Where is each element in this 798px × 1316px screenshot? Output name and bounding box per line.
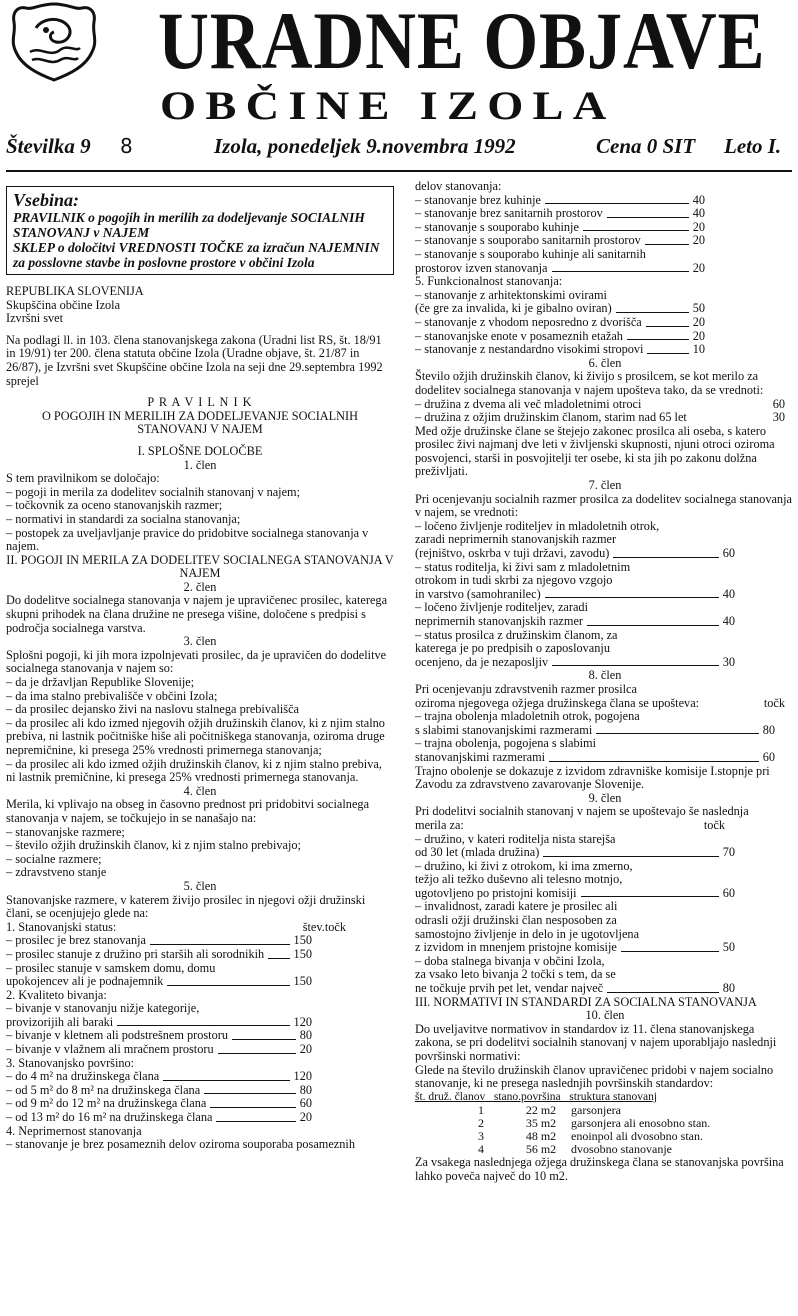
score-value: 150 bbox=[293, 974, 312, 989]
score-value: 60 bbox=[762, 749, 775, 764]
score-header-row bbox=[415, 819, 725, 833]
score-row bbox=[415, 941, 735, 955]
article-text: – postopek za uveljavljanje pravice do pridobitve socialnega stanovanja v najem. bbox=[6, 525, 369, 554]
coat-of-arms-icon bbox=[6, 0, 102, 82]
article-text: – normativi in standardi za socialna stanovanja; bbox=[6, 511, 241, 526]
table-cell: enoinpol ali dvosobno stan. bbox=[571, 1129, 703, 1144]
leader-line bbox=[163, 1080, 289, 1081]
article-text: Trajno obolenje se dokazuje z izvidom zdravniške komisije I.stopnje pri Zavodu za zdravstveno zavarovanje Slovenije. bbox=[415, 763, 770, 792]
article-text: – stanovanjske razmere; bbox=[6, 824, 125, 839]
area-score-list bbox=[6, 1070, 394, 1124]
score-label: z izvidom in mnenjem pristojne komisije bbox=[415, 941, 617, 955]
score-value: 20 bbox=[692, 314, 705, 329]
score-row bbox=[415, 207, 705, 221]
health-score-list bbox=[415, 710, 795, 764]
score-label: – trajna obolenja mladoletnih otrok, pogojena bbox=[415, 710, 640, 724]
score-label: ugotovljeno po pristojni komisiji bbox=[415, 886, 577, 900]
article-text: oziroma njegovega ožjega družinskega člana se upošteva: bbox=[415, 695, 700, 710]
score-header-row bbox=[6, 921, 346, 935]
score-label: samostojno življenje in delo in je ugotovljena bbox=[415, 927, 640, 941]
score-label: – od 5 m² do 8 m² na družinskega člana bbox=[6, 1083, 201, 1097]
score-label: – stanovanje z arhitektonskimi ovirami bbox=[415, 288, 607, 302]
standards-table bbox=[451, 1104, 795, 1156]
score-label: in varstvo (samohranilec) bbox=[415, 587, 541, 601]
score-label: (rejništvo, oskrba v tuji državi, zavodu) bbox=[415, 547, 610, 561]
score-value: 20 bbox=[692, 260, 705, 275]
score-row bbox=[415, 574, 735, 588]
leader-line bbox=[647, 353, 688, 354]
score-row bbox=[415, 900, 735, 914]
score-label: – družino, v kateri roditelja nista starejša bbox=[415, 832, 616, 846]
score-value: 40 bbox=[722, 614, 735, 628]
score-label: od 30 let (mlada družina) bbox=[415, 846, 540, 860]
article-heading: 4. člen bbox=[183, 783, 217, 798]
score-value: 40 bbox=[692, 192, 705, 207]
score-row bbox=[6, 1097, 312, 1111]
score-row bbox=[415, 248, 705, 262]
score-label: – prosilec stanuje v samskem domu, domu bbox=[6, 961, 216, 975]
score-row bbox=[6, 962, 312, 976]
leader-line bbox=[204, 1093, 296, 1094]
score-row bbox=[415, 411, 785, 425]
score-row bbox=[415, 955, 735, 969]
article-heading: 6. člen bbox=[588, 355, 622, 370]
table-cell: 56 m2 bbox=[525, 1142, 557, 1157]
document-title: P R A V I L N I K bbox=[147, 395, 253, 410]
list-heading: 2. Kvaliteto bivanja: bbox=[6, 987, 107, 1002]
score-row bbox=[415, 561, 735, 575]
score-value: 20 bbox=[299, 1042, 312, 1057]
score-label: – invalidnost, zaradi katere je prosilec ali bbox=[415, 900, 618, 914]
article-heading: 5. člen bbox=[183, 878, 217, 893]
score-label: otrokom in tudi skrbi za njegovo vzgojo bbox=[415, 574, 613, 588]
score-row bbox=[415, 928, 735, 942]
score-row bbox=[6, 1084, 312, 1098]
leader-line bbox=[607, 217, 689, 218]
quality-score-list bbox=[6, 1002, 394, 1056]
score-value: 10 bbox=[692, 342, 705, 357]
score-row bbox=[415, 601, 735, 615]
article-text: Pri ocenjevanju socialnih razmer prosilca za dodelitev socialnega stanovanja v najem, se vrednoti: bbox=[415, 491, 792, 520]
score-label: – stanovanje s souporabo kuhinje bbox=[415, 220, 579, 234]
article-heading: 9. člen bbox=[588, 790, 622, 805]
issuer-line: Skupščina občine Izola bbox=[6, 297, 121, 312]
article-text: – število ožjih družinskih članov, ki z njim stalno prebivajo; bbox=[6, 838, 301, 853]
score-row bbox=[6, 1111, 312, 1125]
leader-line bbox=[616, 312, 689, 313]
score-value: 60 bbox=[722, 885, 735, 900]
left-column bbox=[6, 180, 394, 1152]
score-row bbox=[415, 302, 705, 316]
contents-box bbox=[6, 186, 394, 275]
leader-line bbox=[543, 856, 718, 857]
section-heading: III. NORMATIVI IN STANDARDI ZA SOCIALNA STANOVANJA bbox=[415, 994, 757, 1009]
score-row bbox=[415, 289, 705, 303]
score-row bbox=[415, 737, 775, 751]
article-text: – da prosilec ali kdo izmed ožjih družinskih članov, ki z njim stalno prebiva, ni lastnik premičnine, ki presega 25% vrednosti primernega stanovanja. bbox=[6, 756, 382, 785]
list-heading: 1. Stanovanjski status: bbox=[6, 919, 117, 934]
score-label: – družina z dvema ali več mladoletnimi otroci bbox=[415, 397, 642, 411]
score-row bbox=[415, 751, 775, 765]
document-subtitle: O POGOJIH IN MERILIH ZA DODELJEVANJE SOCIALNIH STANOVANJ V NAJEM bbox=[41, 408, 359, 437]
score-label: – družina z ožjim družinskim članom, starim nad 65 let bbox=[415, 411, 687, 425]
article-text: delov stanovanja: bbox=[415, 179, 502, 193]
score-row bbox=[6, 1029, 312, 1043]
article-text: Za vsakega naslednjega ožjega družinskega člana se stanovanjska površina lahko poveča največ do 10 m2. bbox=[415, 1155, 784, 1183]
score-row bbox=[415, 710, 775, 724]
article-text: Stanovanjske razmere, v katerem živijo prosilec in njegovi ožji družinski člani, se ocenjujejo glede na: bbox=[6, 892, 366, 921]
score-row bbox=[415, 330, 705, 344]
score-label: provizorijih ali baraki bbox=[6, 1015, 114, 1029]
score-row bbox=[415, 234, 705, 248]
score-value: 150 bbox=[293, 933, 312, 948]
article-text: Do dodelitve socialnega stanovanja v najem je upravičenec prosilec, katerega skupni prihodek na člana družine ne presega višine, določene s predpisi s področja socialnega varstva. bbox=[6, 593, 388, 635]
score-label: – doba stalnega bivanja v občini Izola, bbox=[415, 954, 605, 968]
score-label: – prosilec je brez stanovanja bbox=[6, 934, 146, 948]
contents-item: SKLEP o določitvi VREDNOSTI TOČKE za izračun NAJEMNIN za posslovne stavbe in poslovne prostore v občini Izola bbox=[13, 240, 380, 270]
score-value: 70 bbox=[722, 845, 735, 860]
table-cell: 2 bbox=[478, 1116, 484, 1131]
list-heading: 5. Funkcionalnost stanovanja: bbox=[415, 274, 563, 289]
score-value: 20 bbox=[692, 233, 705, 248]
score-value: 60 bbox=[299, 1096, 312, 1111]
score-label: neprimernih stanovanjskih razmer bbox=[415, 615, 584, 628]
score-value: 20 bbox=[692, 219, 705, 234]
article-text: – socialne razmere; bbox=[6, 851, 102, 866]
article-text: Glede na število družinskih članov upravičenec pridobi v najem socialno stanovanje, ki ne presega naslednjih površinskih standardov: bbox=[415, 1062, 774, 1091]
score-value: 80 bbox=[722, 981, 735, 996]
score-label: – stanovanje s souporabo sanitarnih prostorov bbox=[415, 234, 641, 248]
score-label: – stanovanje brez sanitarnih prostorov bbox=[415, 207, 603, 221]
article-heading: 1. člen bbox=[183, 457, 217, 472]
score-value: 120 bbox=[293, 1014, 312, 1029]
score-row bbox=[415, 642, 735, 656]
leader-line bbox=[581, 896, 719, 897]
score-label: – stanovanje brez kuhinje bbox=[415, 193, 542, 207]
article-text: S tem pravilnikom se določajo: bbox=[6, 471, 160, 486]
score-row bbox=[6, 948, 312, 962]
article-text: Pri ocenjevanju zdravstvenih razmer prosilca bbox=[415, 681, 637, 696]
score-label: – družino, ki živi z otrokom, ki ima zmerno, bbox=[415, 859, 633, 873]
score-row bbox=[415, 968, 735, 982]
score-column-label: točk bbox=[763, 695, 785, 710]
table-cell: 48 m2 bbox=[525, 1129, 557, 1144]
score-row bbox=[415, 629, 735, 643]
header-rule bbox=[6, 170, 792, 172]
score-value: 40 bbox=[722, 586, 735, 601]
score-value: 20 bbox=[299, 1110, 312, 1125]
score-value: 50 bbox=[692, 301, 705, 316]
article-text: Splošni pogoji, ki jih mora izpolnjevati prosilec, da je upravičen do dodelitve socialnega stanovanja v najem so: bbox=[6, 647, 387, 676]
contents-item: PRAVILNIK o pogojih in merilih za dodeljevanje SOCIALNIH STANOVANJ v NAJEM bbox=[13, 210, 365, 240]
leader-line bbox=[268, 958, 289, 959]
article-text: Pri dodelitvi socialnih stanovanj v najem se upoštevajo še naslednja bbox=[415, 804, 749, 819]
article-text: – pogoji in merila za dodelitev socialnih stanovanj v najem; bbox=[6, 484, 301, 499]
issue-handwritten-number: 8 bbox=[120, 134, 133, 158]
table-cell: garsonjera bbox=[571, 1103, 621, 1118]
section-heading: I. SPLOŠNE DOLOČBE bbox=[137, 443, 263, 458]
score-label: upokojencev ali je podnajemnik bbox=[6, 975, 164, 989]
score-row bbox=[415, 615, 735, 629]
right-column bbox=[415, 180, 795, 1184]
score-value: 120 bbox=[293, 1069, 312, 1084]
article-text: Med ožje družinske člane se štejejo zakonec prosilca ali oseba, s katero prosilec živi najmanj dve leti v življenski skupnosti, njuni otroci oziroma posvojenci, starši in posvojitelji ter osebe, ki sta jih po zakonu dolžna preživljati. bbox=[415, 423, 775, 479]
article-text: Merila, ki vplivajo na obseg in časovno prednost pri pridobitvi socialnega stanovanja v najem, se točkujejo in se nanašajo na: bbox=[6, 797, 370, 825]
score-row bbox=[415, 846, 735, 860]
score-label: – stanovanjske enote v posameznih etažah bbox=[415, 329, 623, 343]
score-column-label: točk bbox=[703, 817, 725, 832]
article-heading: 2. člen bbox=[183, 579, 217, 594]
issuer-line: REPUBLIKA SLOVENIJA bbox=[6, 284, 144, 298]
score-header-row bbox=[415, 697, 785, 711]
score-row bbox=[415, 860, 735, 874]
leader-line bbox=[587, 625, 719, 626]
score-value: 60 bbox=[772, 396, 785, 411]
leader-line bbox=[552, 271, 689, 272]
table-cell: 4 bbox=[478, 1142, 484, 1157]
score-row bbox=[6, 1070, 312, 1084]
score-label: – stanovanje z nestandardno visokimi stropovi bbox=[415, 343, 644, 357]
score-label: – stanovanje z vhodom neposredno z dvorišča bbox=[415, 315, 642, 329]
leader-line bbox=[545, 597, 719, 598]
score-row bbox=[415, 194, 705, 208]
list-heading: 3. Stanovanjsko površino: bbox=[6, 1055, 135, 1070]
score-row bbox=[415, 588, 735, 602]
score-label: odrasli ožji družinski član nesposoben za bbox=[415, 914, 617, 928]
family-score-list bbox=[415, 398, 795, 425]
score-row bbox=[415, 833, 735, 847]
score-value: 30 bbox=[722, 654, 735, 669]
score-row bbox=[415, 873, 735, 887]
newspaper-title: URADNE OBJAVE bbox=[158, 0, 766, 86]
score-column-label: štev.točk bbox=[302, 919, 346, 934]
leader-line bbox=[117, 1025, 289, 1026]
leader-line bbox=[621, 951, 719, 952]
issue-number: Številka 9 bbox=[6, 134, 91, 158]
score-row bbox=[415, 316, 705, 330]
section-heading: II. POGOJI IN MERILA ZA DODELITEV SOCIALNEGA STANOVANJA V NAJEM bbox=[6, 552, 394, 581]
article-text: – da ima stalno prebivališče v občini Izola; bbox=[6, 688, 218, 703]
score-label: ne točkuje prvih pet let, vendar največ bbox=[415, 982, 604, 996]
article-text: – zdravstveno stanje bbox=[6, 865, 107, 880]
score-label: – do 4 m² na družinskega člana bbox=[6, 1070, 160, 1084]
score-row bbox=[415, 914, 735, 928]
article-text: Število ožjih družinskih članov, ki živijo s prosilcem, se kot merilo za dodelitev socialnega stanovanja v najem upošteva tako, da se vrednoti: bbox=[415, 369, 764, 397]
score-label: – trajna obolenja, pogojena s slabimi bbox=[415, 737, 596, 751]
article-text: – da prosilec ali kdo izmed njegovih ožjih družinskih članov, ki z njim stalno prebiva, ni lastnik počitniške hiše ali počitniškega stanovanja, oziroma druge nepremičnine, ki presega 25% vrednosti primernega stanovanja; bbox=[6, 715, 385, 757]
score-value: 50 bbox=[722, 940, 735, 955]
score-row bbox=[415, 520, 735, 534]
score-row bbox=[415, 398, 785, 412]
table-cell: 22 m2 bbox=[525, 1103, 557, 1118]
article-text: merila za: bbox=[415, 817, 464, 832]
table-cell: 1 bbox=[478, 1103, 484, 1118]
leader-line bbox=[645, 244, 689, 245]
leader-line bbox=[627, 339, 689, 340]
table-cell: 3 bbox=[478, 1129, 484, 1144]
masthead bbox=[0, 0, 798, 130]
additional-score-list bbox=[415, 833, 795, 996]
score-value: 80 bbox=[299, 1082, 312, 1097]
table-cell: garsonjera ali enosobno stan. bbox=[571, 1116, 711, 1131]
score-label: težjo ali težko duševno ali telesno motnjo, bbox=[415, 873, 623, 887]
leader-line bbox=[583, 230, 689, 231]
leader-line bbox=[549, 761, 759, 762]
leader-line bbox=[216, 1121, 295, 1122]
score-row bbox=[415, 887, 735, 901]
score-row bbox=[415, 533, 735, 547]
score-row bbox=[6, 1002, 312, 1016]
leader-line bbox=[167, 985, 289, 986]
score-value: 60 bbox=[722, 546, 735, 561]
leader-line bbox=[596, 733, 758, 734]
score-row bbox=[415, 262, 705, 276]
score-value: 40 bbox=[692, 206, 705, 221]
issuer-line: Izvršni svet bbox=[6, 311, 64, 326]
score-row bbox=[6, 1016, 312, 1030]
score-label: – ločeno življenje roditeljev, zaradi bbox=[415, 601, 588, 615]
score-label: za vsako leto bivanja 2 točki s tem, da se bbox=[415, 968, 616, 982]
score-label: – bivanje v kletnem ali podstrešnem prostoru bbox=[6, 1029, 228, 1043]
score-row bbox=[6, 975, 312, 989]
score-label: prostorov izven stanovanja bbox=[415, 261, 548, 275]
functionality-score-list bbox=[415, 289, 795, 357]
score-label: (če gre za invalida, ki je gibalno oviran) bbox=[415, 302, 612, 316]
score-label: – stanovanje s souporabo kuhinje ali sanitarnih bbox=[415, 247, 646, 261]
table-cell: 35 m2 bbox=[525, 1116, 557, 1131]
score-label: – status prosilca z družinskim članom, za bbox=[415, 628, 618, 642]
score-value: 80 bbox=[299, 1028, 312, 1043]
article-heading: 3. člen bbox=[183, 634, 217, 649]
leader-line bbox=[607, 992, 719, 993]
score-label: – prosilec stanuje z družino pri starših ali sorodnikih bbox=[6, 947, 265, 961]
score-row bbox=[415, 221, 705, 235]
score-row bbox=[6, 934, 312, 948]
leader-line bbox=[646, 326, 689, 327]
table-header: št. druž. članov stano.površina struktura stanovanj bbox=[415, 1090, 658, 1103]
article-text: – da prosilec dejansko živi na naslovu stalnega prebivališča bbox=[6, 702, 299, 717]
score-value: 20 bbox=[692, 328, 705, 343]
score-label: – od 9 m² do 12 m² na družinskega člana bbox=[6, 1097, 207, 1111]
article-text: – stanovanje je brez posameznih delov oziroma souporaba posameznih bbox=[6, 1137, 355, 1152]
score-value: 30 bbox=[772, 410, 785, 425]
social-score-list bbox=[415, 520, 795, 670]
score-label: – od 13 m² do 16 m² na družinskega člana bbox=[6, 1111, 213, 1125]
contents-heading: Vsebina: bbox=[13, 190, 80, 210]
preamble: Na podlagi ll. in 103. člena stanovanjskega zakona (Uradni list RS, št. 18/91 in 19/91) ter 200. člena statuta občine Izola (Uradne objave, št. 21/87 in 26/87), je Izvršni svet Skupščine občine Izola na seji dne 29.septembra 1992 sprejel bbox=[6, 332, 383, 388]
score-label: – bivanje v stanovanju nižje kategorije, bbox=[6, 1002, 200, 1016]
price: Cena 0 SIT bbox=[596, 134, 696, 158]
leader-line bbox=[218, 1053, 296, 1054]
leader-line bbox=[150, 944, 290, 945]
article-text: Do uveljavitve normativov in standardov iz 11. člena stanovanjskega zakona, se pri dodelitvi socialnih stanovanj v najem uporabljajo naslednji površinski normativi: bbox=[415, 1021, 777, 1063]
leader-line bbox=[210, 1107, 295, 1108]
score-value: 80 bbox=[762, 722, 775, 737]
article-text: – točkovnik za oceno stanovanjskih razmer; bbox=[6, 498, 223, 513]
article-text: – da je državljan Republike Slovenije; bbox=[6, 675, 195, 690]
score-label: s slabimi stanovanjskimi razmerami bbox=[415, 723, 593, 737]
score-label: – ločeno življenje roditeljev in mladoletnih otrok, bbox=[415, 519, 660, 533]
score-row bbox=[415, 656, 735, 670]
article-heading: 8. člen bbox=[588, 668, 622, 683]
score-row bbox=[415, 982, 735, 996]
score-row bbox=[6, 1043, 312, 1057]
table-cell: dvosobno stanovanje bbox=[571, 1142, 672, 1157]
leader-line bbox=[613, 557, 718, 558]
volume-year: Leto I. bbox=[724, 134, 782, 158]
score-row bbox=[415, 547, 735, 561]
issue-info-bar bbox=[6, 134, 792, 164]
newspaper-subtitle: OBČINE IZOLA bbox=[160, 83, 616, 128]
score-row bbox=[415, 724, 775, 738]
score-value: 150 bbox=[293, 946, 312, 961]
score-label: ocenjeno, da je nezaposljiv bbox=[415, 655, 549, 669]
score-row bbox=[415, 343, 705, 357]
leader-line bbox=[232, 1039, 296, 1040]
list-heading: 4. Neprimernost stanovanja bbox=[6, 1123, 142, 1138]
status-score-list bbox=[6, 934, 394, 988]
score-label: katerega je po predpisih o zaposlovanju bbox=[415, 642, 610, 656]
place-date: Izola, ponedeljek 9.novembra 1992 bbox=[214, 134, 516, 158]
article-heading: 7. člen bbox=[588, 478, 622, 493]
leader-line bbox=[552, 665, 719, 666]
unsuitability-score-list bbox=[415, 194, 795, 276]
article-heading: 10. člen bbox=[585, 1008, 625, 1023]
score-label: – bivanje v vlažnem ali mračnem prostoru bbox=[6, 1043, 214, 1057]
leader-line bbox=[545, 203, 689, 204]
score-label: – status roditelja, ki živi sam z mladoletnim bbox=[415, 560, 631, 574]
score-label: zaradi neprimernih stanovanjskih razmer bbox=[415, 533, 617, 547]
score-label: stanovanjskimi razmerami bbox=[415, 750, 546, 764]
